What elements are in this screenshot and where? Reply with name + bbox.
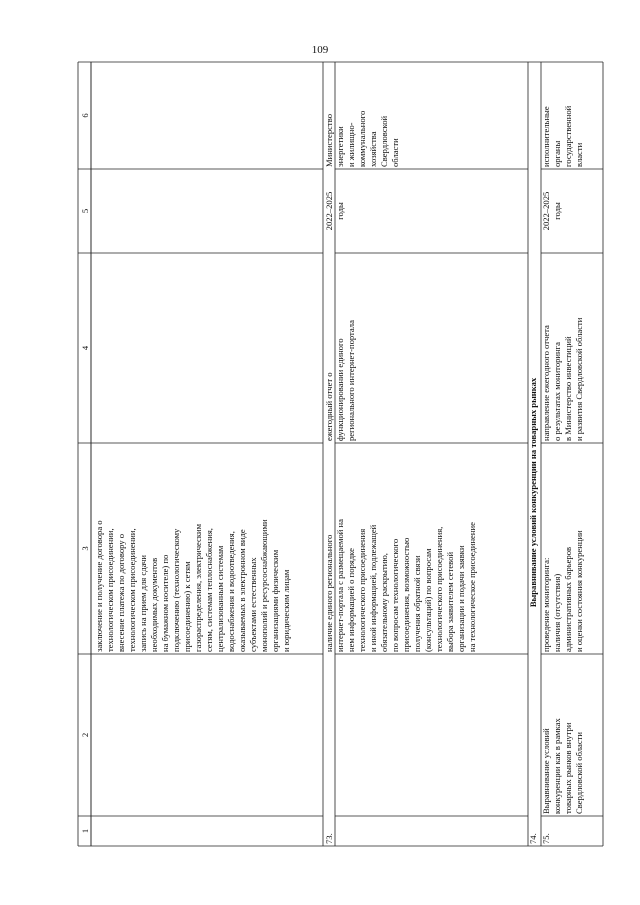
row-75-result: направление ежегодного отчета о результатах мониторинга в Министерство инвестиций и развития Свердловской области bbox=[541, 317, 584, 441]
row-74-section-title: Выравнивание условий конкуренции на товарных рынках bbox=[528, 377, 538, 608]
header-cell-3: 3 bbox=[80, 546, 90, 551]
header-cell-5: 5 bbox=[80, 208, 90, 214]
row-75-task: Выравнивание условий конкуренции как в рамках товарных рынков внутри Свердловской области bbox=[541, 718, 584, 814]
row-73-criteria: наличие единого регионального интернет-портала с размещаемой на нем информацией о порядке технологического присоединения и иной информацией, подлежащей обязательному раскрытию, по вопросам технологического присоединения, возможностью получения обратной связи (консультаций) по вопросам технологического присоединения, выбора заявителем сетевой организации и подачи заявки на технологическое присоединение bbox=[324, 519, 477, 652]
header-cell-4: 4 bbox=[80, 345, 90, 351]
row-74-number: 74. bbox=[528, 833, 538, 844]
row-73-period: 2022–2025 годы bbox=[324, 191, 345, 231]
row-75-executor: исполнительные органы государственной власти bbox=[541, 105, 584, 167]
header-cell-2: 2 bbox=[80, 732, 90, 738]
page-number: 109 bbox=[311, 44, 329, 56]
row-73-number: 73. bbox=[324, 833, 334, 844]
row-75-criteria: проведение мониторинга: наличия (отсутствия) административных барьеров и оценки состояния конкуренции bbox=[541, 530, 584, 652]
row-75-number: 75. bbox=[541, 833, 551, 844]
row-73-result: ежегодный отчет о функционировании единого регионального интернет-портала bbox=[324, 320, 356, 441]
header-cell-1: 1 bbox=[80, 828, 90, 834]
row-73-executor: Министерство энергетики и жилищно- коммунального хозяйства Свердловской области bbox=[324, 110, 400, 167]
continuation-criteria-text: заключение и получение договора о технологическом присоединении, внесение платежа по договору о технологическом присоединении, запись на прием для сдачи необходимых документов на бумажном носителе) по подключению (технологическому присоединению) к сетям газораспределения, электрическим сетям, системам теплоснабжения, централизованным системам водоснабжения и водоотведения, оказываемых в электронном виде субъектами естественных монополий и ресурсоснабжающими организациями физическим и юридическим лицам bbox=[94, 519, 291, 652]
header-cell-6: 6 bbox=[80, 113, 90, 118]
row-75-period: 2022–2025 годы bbox=[541, 191, 562, 231]
